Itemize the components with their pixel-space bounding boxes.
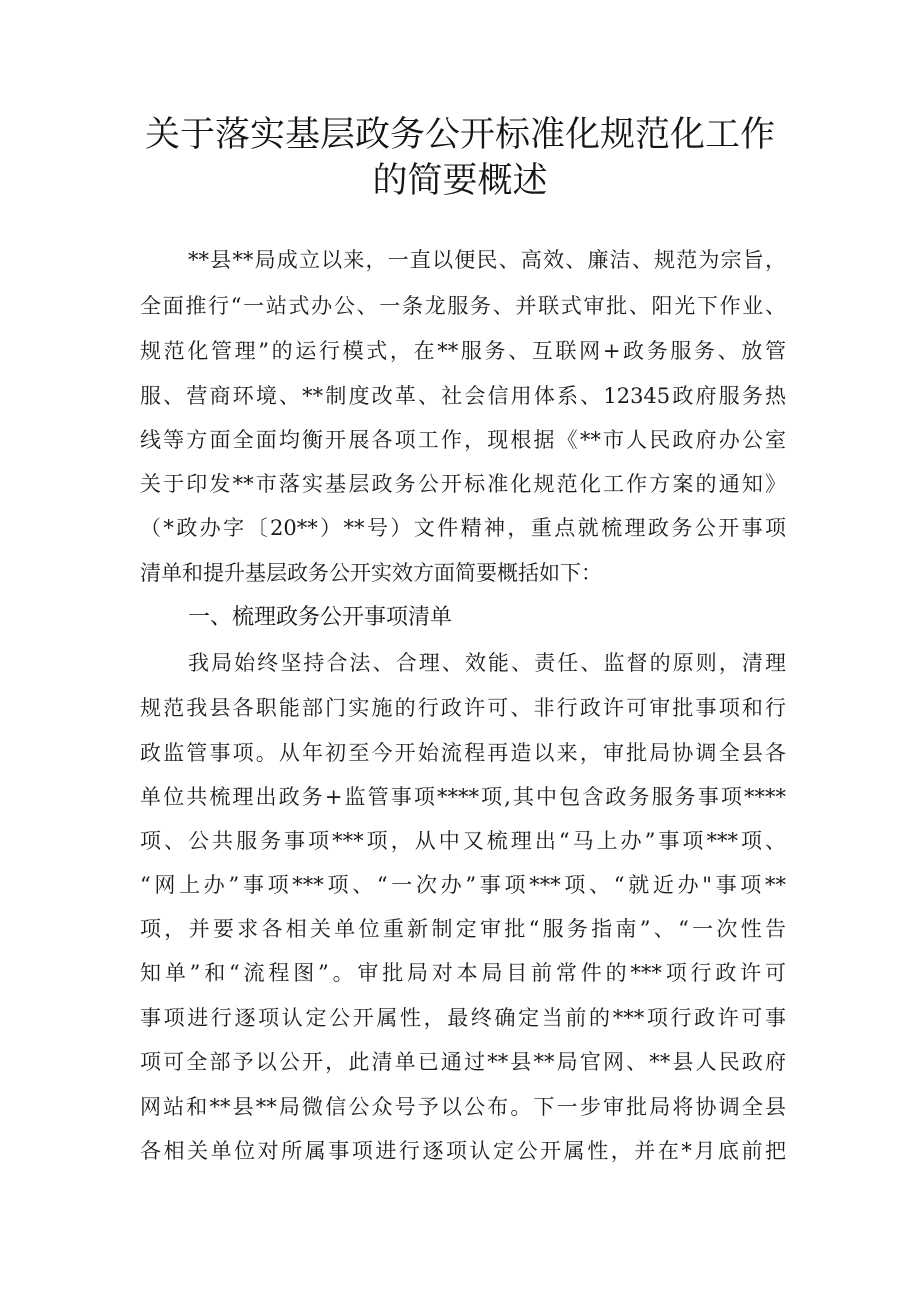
paragraph-2-line: 各相关单位对所属事项进行逐项认定公开属性，并在*月底前把 bbox=[140, 1139, 786, 1163]
paragraph-2-line: 政监管事项。从年初至今开始流程再造以来，审批局协调全县各 bbox=[140, 741, 786, 765]
paragraph-1-line: 清单和提升基层政务公开实效方面简要概括如下： bbox=[140, 561, 602, 585]
document-title-line-1: 关于落实基层政务公开标准化规范化工作 bbox=[144, 115, 775, 155]
paragraph-2-line: 项，并要求各相关单位重新制定审批“服务指南”、“一次性告 bbox=[140, 917, 786, 941]
paragraph-2-line: 规范我县各职能部门实施的行政许可、非行政许可审批事项和行 bbox=[140, 696, 786, 720]
paragraph-1-line: （*政办字〔20**）**号）文件精神，重点就梳理政务公开事项 bbox=[140, 516, 786, 540]
document-title-line-2: 的简要概述 bbox=[372, 161, 548, 201]
paragraph-1-line: 全面推行“一站式办公、一条龙服务、并联式审批、阳光下作业、 bbox=[140, 294, 786, 318]
paragraph-1-line: 规范化管理”的运行模式，在**服务、互联网+政务服务、放管 bbox=[140, 339, 786, 363]
paragraph-2-line: 单位共梳理出政务+监管事项****项,其中包含政务服务事项**** bbox=[140, 785, 786, 809]
paragraph-1-line: 关于印发**市落实基层政务公开标准化规范化工作方案的通知》 bbox=[140, 472, 786, 496]
paragraph-2-line: 网站和**县**局微信公众号予以公布。下一步审批局将协调全县 bbox=[140, 1095, 786, 1119]
paragraph-1-line: **县**局成立以来，一直以便民、高效、廉洁、规范为宗旨， bbox=[188, 248, 786, 272]
paragraph-2-line: “网上办”事项***项、“一次办”事项***项、“就近办"事项** bbox=[140, 873, 786, 897]
paragraph-2-line: 我局始终坚持合法、合理、效能、责任、监督的原则，清理 bbox=[188, 651, 786, 675]
paragraph-2-line: 项、公共服务事项***项，从中又梳理出“马上办”事项***项、 bbox=[140, 829, 786, 853]
paragraph-1-line: 线等方面全面均衡开展各项工作，现根据《**市人民政府办公室 bbox=[140, 428, 786, 452]
paragraph-1-line: 服、营商环境、**制度改革、社会信用体系、12345政府服务热 bbox=[140, 384, 786, 408]
paragraph-2-line: 事项进行逐项认定公开属性，最终确定当前的***项行政许可事 bbox=[140, 1006, 786, 1030]
section-heading: 一、梳理政务公开事项清单 bbox=[188, 605, 453, 630]
paragraph-2-line: 项可全部予以公开，此清单已通过**县**局官网、**县人民政府 bbox=[140, 1050, 786, 1074]
paragraph-2-line: 知单”和“流程图”。审批局对本局目前常件的***项行政许可 bbox=[140, 961, 786, 985]
